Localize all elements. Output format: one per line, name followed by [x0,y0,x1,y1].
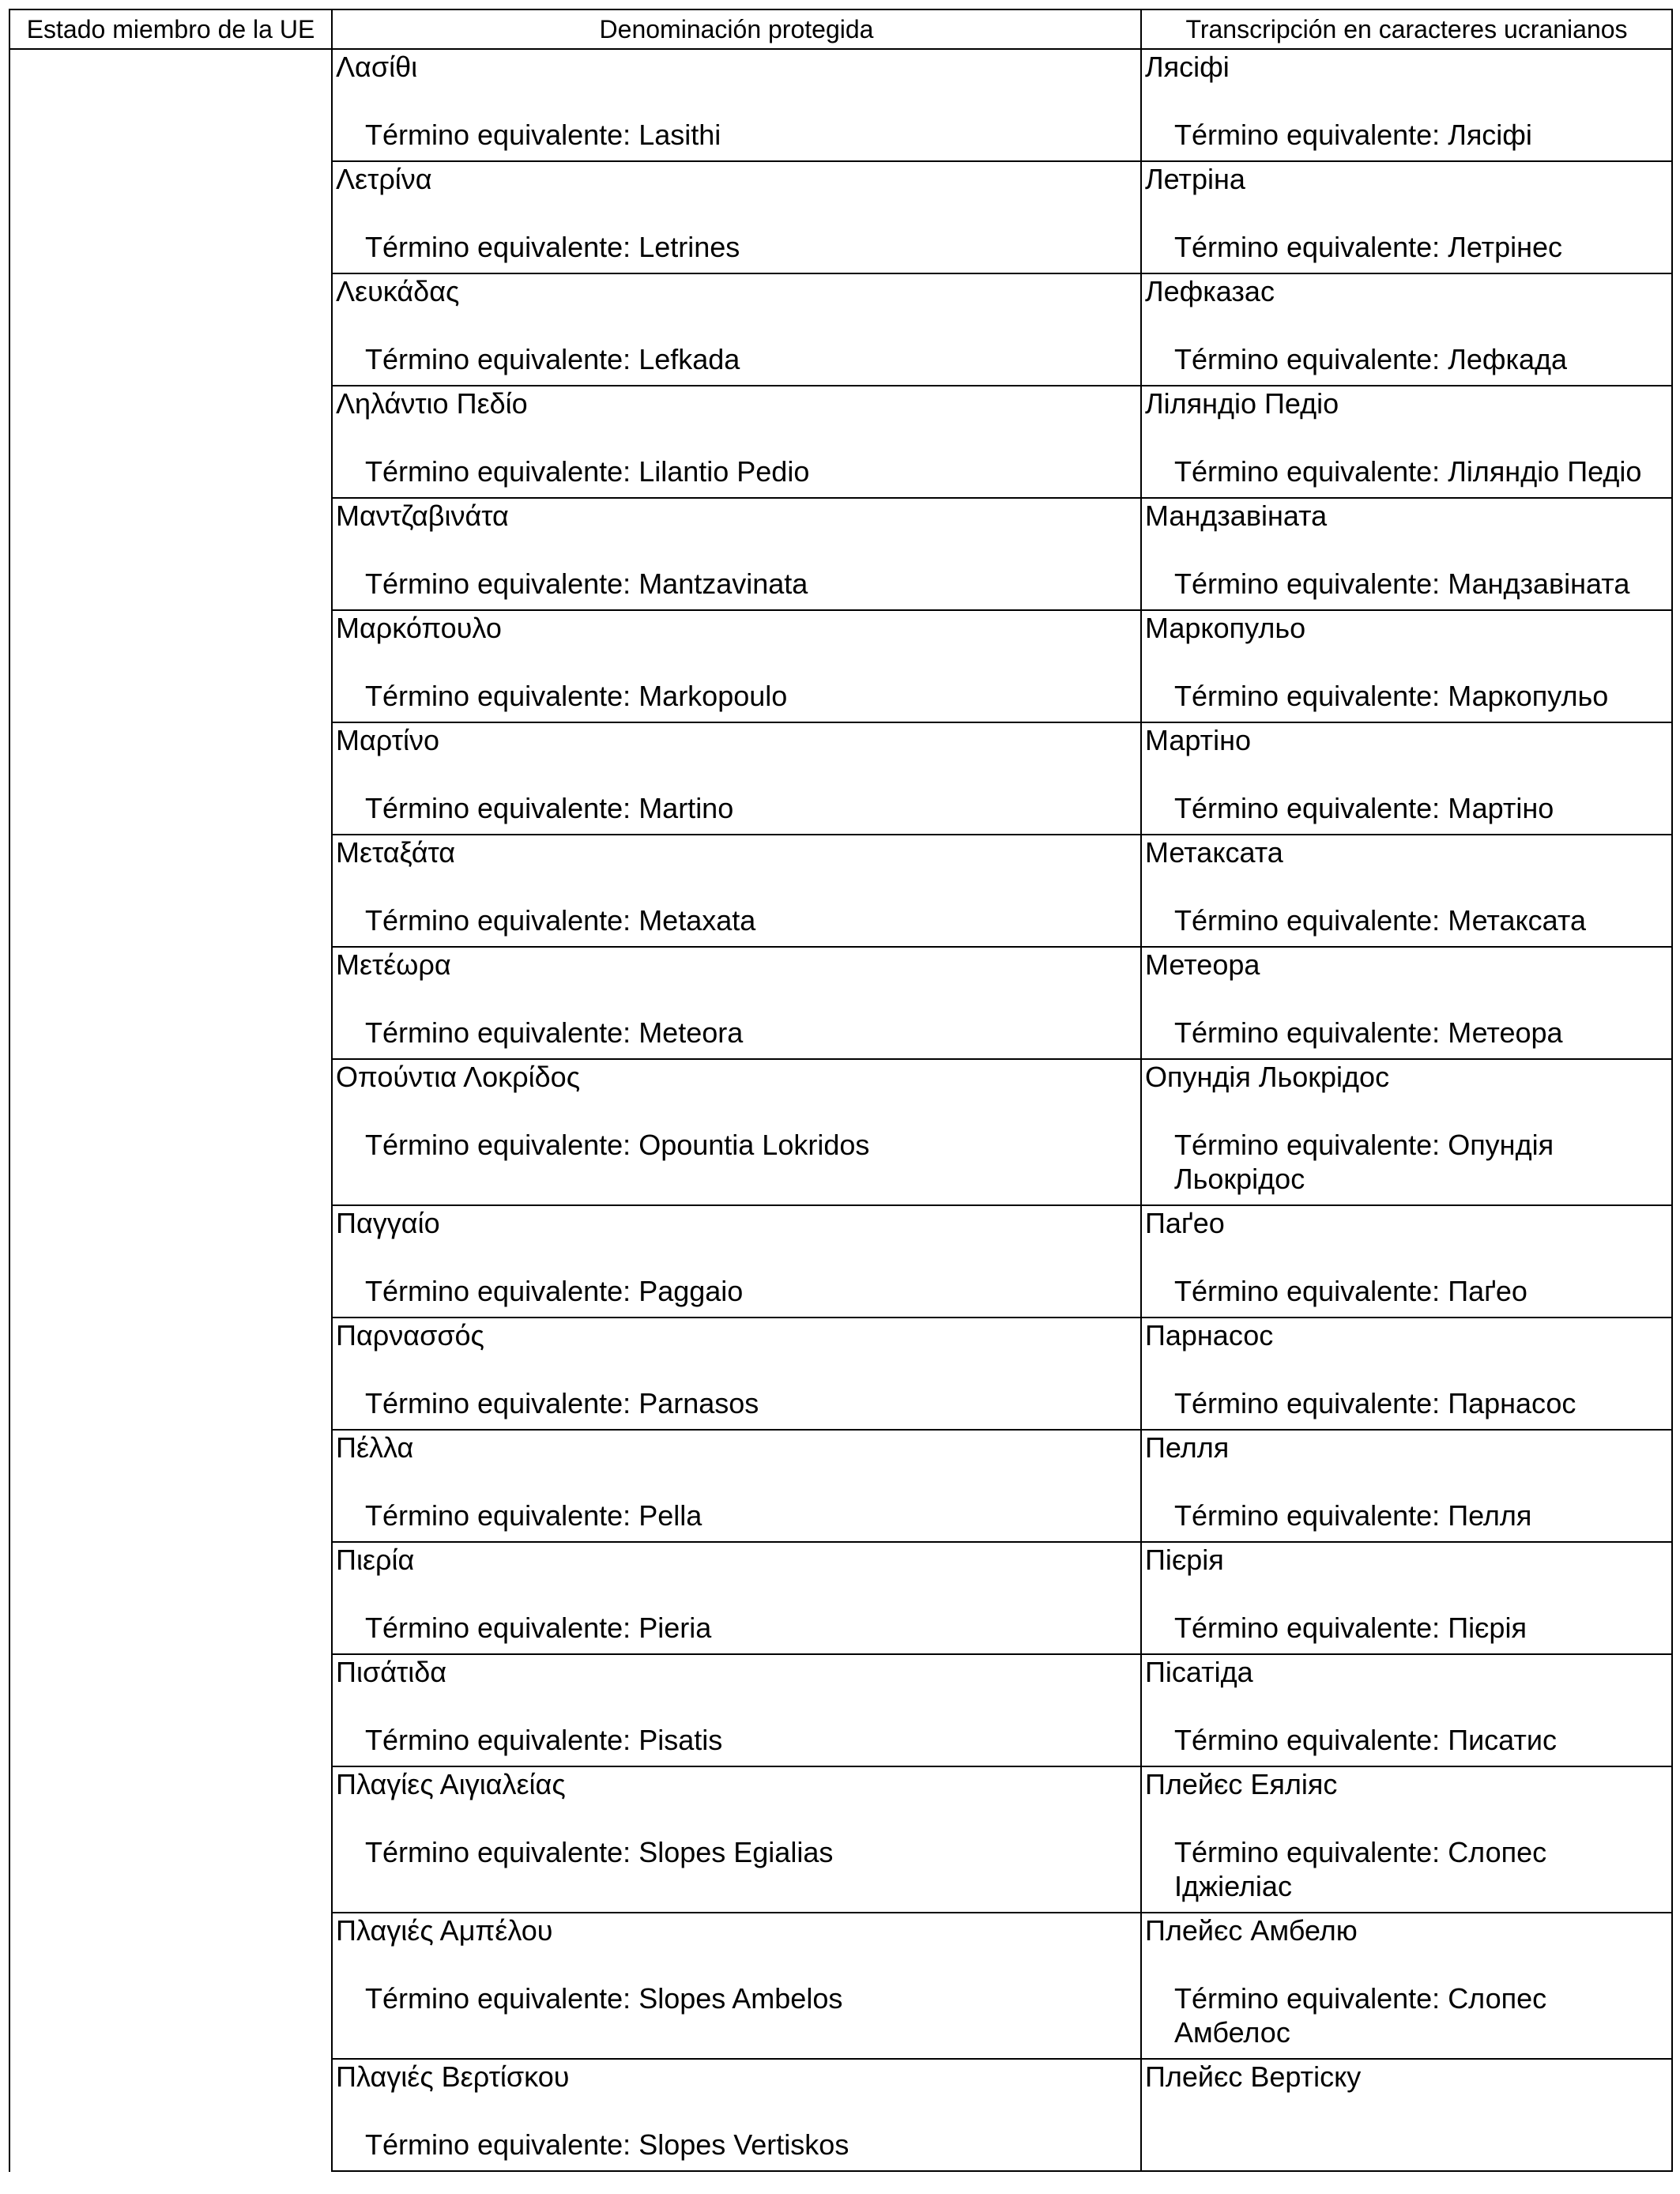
equivalent-prefix: Término equivalente: [365,119,639,151]
equivalent-value: Lasithi [638,119,721,151]
equivalent-prefix: Término equivalente: [365,1982,639,2015]
transcribed-name: Метаксата [1145,836,1283,869]
transcription-cell [1140,1206,1673,1317]
transcribed-equivalent-term [1145,1498,1671,1532]
equivalent-value: Mantzavinata [638,567,808,600]
transcribed-name: Плейєс Амбелю [1145,1914,1358,1947]
equivalent-value: Pisatis [638,1724,723,1756]
transcribed-equivalent-term [1145,679,1671,713]
equivalent-value: Metaxata [638,904,756,937]
document-table [9,9,1673,2172]
protected-name: Πισάτιδα [336,1656,447,1688]
transcribed-equivalent-value: Ліляндіо Педіо [1448,455,1642,488]
equivalent-prefix: Término equivalente: [1174,567,1448,600]
transcribed-equivalent-term [1145,1128,1671,1196]
equivalent-value: Paggaio [638,1275,744,1307]
transcribed-equivalent-term [1145,903,1671,937]
transcribed-name: Маркопульо [1145,612,1306,644]
transcribed-name: Пелля [1145,1431,1230,1464]
transcription-cell [1140,499,1673,609]
table-row [331,2060,1673,2172]
state-column [9,50,331,2172]
equivalent-prefix: Término equivalente: [1174,455,1448,488]
equivalent-prefix: Término equivalente: [365,1499,639,1532]
table-row [331,274,1673,386]
equivalent-term [336,1128,1140,1162]
transcribed-name: Плейєс Еяліяс [1145,1768,1338,1800]
table-row [331,1543,1673,1655]
equivalent-prefix: Término equivalente: [1174,1982,1448,2015]
equivalent-value: Lefkada [638,343,740,375]
denomination-cell [331,723,1140,834]
equivalent-prefix: Término equivalente: [365,1129,639,1161]
protected-name: Πλαγιές Βερτίσκου [336,2060,570,2093]
transcribed-equivalent-term [1145,1723,1671,1757]
transcribed-equivalent-term [1145,454,1671,488]
table-row [331,1318,1673,1431]
protected-name: Ληλάντιο Πεδίο [336,387,528,420]
transcribed-equivalent-term [1145,1274,1671,1308]
equivalent-term [336,1498,1140,1532]
equivalent-prefix: Término equivalente: [365,2128,639,2161]
table-row [331,50,1673,162]
transcribed-equivalent-value: Опундія [1448,1129,1554,1161]
equivalent-prefix: Término equivalente: [1174,119,1448,151]
transcribed-equivalent-value: Слопес [1448,1836,1547,1868]
equivalent-prefix: Término equivalente: [1174,904,1448,937]
transcribed-equivalent-term [1145,791,1671,825]
protected-name: Πιερία [336,1544,415,1576]
transcribed-equivalent-term [1145,1835,1671,1903]
transcription-cell [1140,1767,1673,1912]
equivalent-value: Meteora [638,1016,744,1049]
denomination-cell [331,50,1140,160]
equivalent-prefix: Término equivalente: [1174,1016,1448,1049]
transcription-cell [1140,611,1673,722]
transcribed-equivalent-term [1145,230,1671,264]
equivalent-value: Letrines [638,231,740,263]
protected-name: Μαρκόπουλο [336,612,502,644]
equivalent-term [336,454,1140,488]
protected-name: Παγγαίο [336,1207,440,1239]
transcribed-equivalent-value: Слопес [1448,1982,1547,2015]
transcribed-equivalent-term [1145,567,1671,601]
denomination-cell [331,948,1140,1058]
equivalent-value: Opountia Lokridos [638,1129,870,1161]
denomination-cell [331,1060,1140,1204]
transcription-cell [1140,386,1673,497]
equivalent-value: Slopes Vertiskos [638,2128,849,2161]
protected-name: Οπούντια Λοκρίδος [336,1061,581,1093]
denomination-cell [331,1913,1140,2058]
protected-name: Λετρίνα [336,163,432,195]
transcribed-name: Парнасос [1145,1319,1274,1351]
header-denomination: Denominación protegida [331,10,1140,48]
transcribed-equivalent-term [1145,118,1671,152]
transcription-cell [1140,1060,1673,1204]
denomination-cell [331,1655,1140,1766]
table-row [331,1206,1673,1318]
transcribed-equivalent-value: Мандзавіната [1448,567,1630,600]
equivalent-term [336,230,1140,264]
transcribed-name: Лефказас [1145,275,1275,307]
equivalent-term [336,1723,1140,1757]
transcription-cell [1140,274,1673,385]
header-transcription: Transcripción en caracteres ucranianos [1140,10,1673,48]
equivalent-term [336,1016,1140,1050]
equivalent-prefix: Término equivalente: [365,1016,639,1049]
transcription-cell [1140,835,1673,946]
table-row [331,835,1673,948]
equivalent-prefix: Término equivalente: [1174,1129,1448,1161]
equivalent-value: Lilantio Pedio [638,455,810,488]
transcribed-name: Опундія Льокрідос [1145,1061,1390,1093]
transcribed-name: Мартіно [1145,724,1252,756]
transcribed-name: Мандзавіната [1145,499,1328,532]
equivalent-value: Slopes Egialias [638,1836,834,1868]
equivalent-prefix: Término equivalente: [1174,1275,1448,1307]
transcribed-equivalent-value: Мартіно [1448,792,1554,824]
transcribed-equivalent-value: Пієрія [1448,1612,1527,1644]
equivalent-value: Pieria [638,1612,712,1644]
transcribed-name: Ліляндіо Педіо [1145,387,1339,420]
table-row [331,386,1673,499]
equivalent-term [336,791,1140,825]
equivalent-prefix: Término equivalente: [365,1836,639,1868]
transcription-cell [1140,723,1673,834]
equivalent-prefix: Término equivalente: [1174,1499,1448,1532]
denomination-cell [331,1431,1140,1541]
equivalent-prefix: Término equivalente: [365,792,639,824]
protected-name: Μετέωρα [336,948,451,981]
equivalent-prefix: Término equivalente: [365,231,639,263]
equivalent-term [336,2128,1140,2162]
transcription-cell [1140,50,1673,160]
transcribed-name: Метеора [1145,948,1260,981]
transcribed-name: Пієрія [1145,1544,1224,1576]
transcribed-equivalent-continuation: Амбелос [1174,2016,1290,2049]
transcribed-name: Плейєс Вертіску [1145,2060,1362,2093]
table-row [331,499,1673,611]
protected-name: Πλαγιές Αμπέλου [336,1914,553,1947]
equivalent-value: Pella [638,1499,703,1532]
transcribed-name: Паґео [1145,1207,1225,1239]
equivalent-prefix: Término equivalente: [365,1612,639,1644]
equivalent-prefix: Término equivalente: [365,680,639,712]
table-row [331,1060,1673,1206]
transcribed-equivalent-value: Лефкада [1448,343,1568,375]
protected-name: Μαρτίνο [336,724,440,756]
table-row [331,611,1673,723]
transcription-cell [1140,2060,1673,2170]
table-row [331,1655,1673,1767]
equivalent-value: Markopoulo [638,680,788,712]
table-row [331,1913,1673,2060]
transcribed-equivalent-term [1145,1611,1671,1645]
denomination-cell [331,1206,1140,1317]
transcribed-equivalent-term [1145,1016,1671,1050]
protected-name: Πέλλα [336,1431,414,1464]
equivalent-value: Parnasos [638,1387,759,1419]
equivalent-term [336,903,1140,937]
equivalent-prefix: Término equivalente: [365,1275,639,1307]
table-row [331,948,1673,1060]
table-row [331,723,1673,835]
equivalent-prefix: Término equivalente: [365,343,639,375]
transcribed-equivalent-value: Паґео [1448,1275,1527,1307]
equivalent-term [336,118,1140,152]
denomination-cell [331,611,1140,722]
equivalent-term [336,1386,1140,1420]
equivalent-term [336,1981,1140,2015]
transcription-cell [1140,1431,1673,1541]
transcribed-name: Лясіфі [1145,51,1230,83]
transcribed-equivalent-term [1145,1981,1671,2049]
equivalent-term [336,567,1140,601]
transcription-cell [1140,162,1673,273]
transcription-cell [1140,1318,1673,1429]
equivalent-value: Slopes Ambelos [638,1982,843,2015]
equivalent-term [336,1835,1140,1869]
denomination-cell [331,162,1140,273]
equivalent-prefix: Término equivalente: [1174,1387,1448,1419]
equivalent-prefix: Término equivalente: [365,1387,639,1419]
denomination-cell [331,2060,1140,2170]
transcription-cell [1140,1913,1673,2058]
transcription-cell [1140,1543,1673,1653]
equivalent-prefix: Término equivalente: [1174,1724,1448,1756]
denomination-cell [331,499,1140,609]
transcribed-equivalent-value: Лясіфі [1448,119,1532,151]
equivalent-term [336,1274,1140,1308]
table-body [331,50,1673,2172]
equivalent-value: Martino [638,792,734,824]
transcribed-equivalent-value: Метаксата [1448,904,1587,937]
transcribed-equivalent-value: Маркопульо [1448,680,1609,712]
denomination-cell [331,1318,1140,1429]
transcribed-name: Летріна [1145,163,1245,195]
denomination-cell [331,386,1140,497]
transcribed-equivalent-continuation: Іджіеліас [1174,1870,1292,1902]
table-row [331,1767,1673,1913]
equivalent-prefix: Término equivalente: [365,1724,639,1756]
header-state: Estado miembro de la UE [9,10,331,48]
denomination-cell [331,274,1140,385]
equivalent-prefix: Término equivalente: [1174,231,1448,263]
transcribed-equivalent-term [1145,1386,1671,1420]
equivalent-prefix: Término equivalente: [365,455,639,488]
protected-name: Λασίθι [336,51,418,83]
table-header [9,9,1673,50]
equivalent-prefix: Término equivalente: [1174,792,1448,824]
table-row [331,1431,1673,1543]
equivalent-term [336,1611,1140,1645]
transcribed-equivalent-value: Летрінес [1448,231,1563,263]
table-row [331,162,1673,274]
protected-name: Παρνασσός [336,1319,484,1351]
equivalent-prefix: Término equivalente: [1174,343,1448,375]
denomination-cell [331,1767,1140,1912]
transcribed-equivalent-term [1145,342,1671,376]
equivalent-prefix: Término equivalente: [365,904,639,937]
transcribed-name: Пісатіда [1145,1656,1253,1688]
equivalent-prefix: Término equivalente: [1174,1836,1448,1868]
transcription-cell [1140,1655,1673,1766]
transcribed-equivalent-continuation: Льокрідос [1174,1163,1305,1195]
transcribed-equivalent-value: Метеора [1448,1016,1563,1049]
transcription-cell [1140,948,1673,1058]
protected-name: Πλαγίες Αιγιαλείας [336,1768,566,1800]
transcribed-equivalent-value: Парнасос [1448,1387,1576,1419]
denomination-cell [331,835,1140,946]
equivalent-term [336,679,1140,713]
equivalent-prefix: Término equivalente: [1174,680,1448,712]
protected-name: Μεταξάτα [336,836,456,869]
denomination-cell [331,1543,1140,1653]
transcribed-equivalent-value: Пелля [1448,1499,1532,1532]
protected-name: Λευκάδας [336,275,460,307]
equivalent-term [336,342,1140,376]
equivalent-prefix: Término equivalente: [1174,1612,1448,1644]
equivalent-prefix: Término equivalente: [365,567,639,600]
protected-name: Μαντζαβινάτα [336,499,509,532]
transcribed-equivalent-value: Писатис [1448,1724,1557,1756]
